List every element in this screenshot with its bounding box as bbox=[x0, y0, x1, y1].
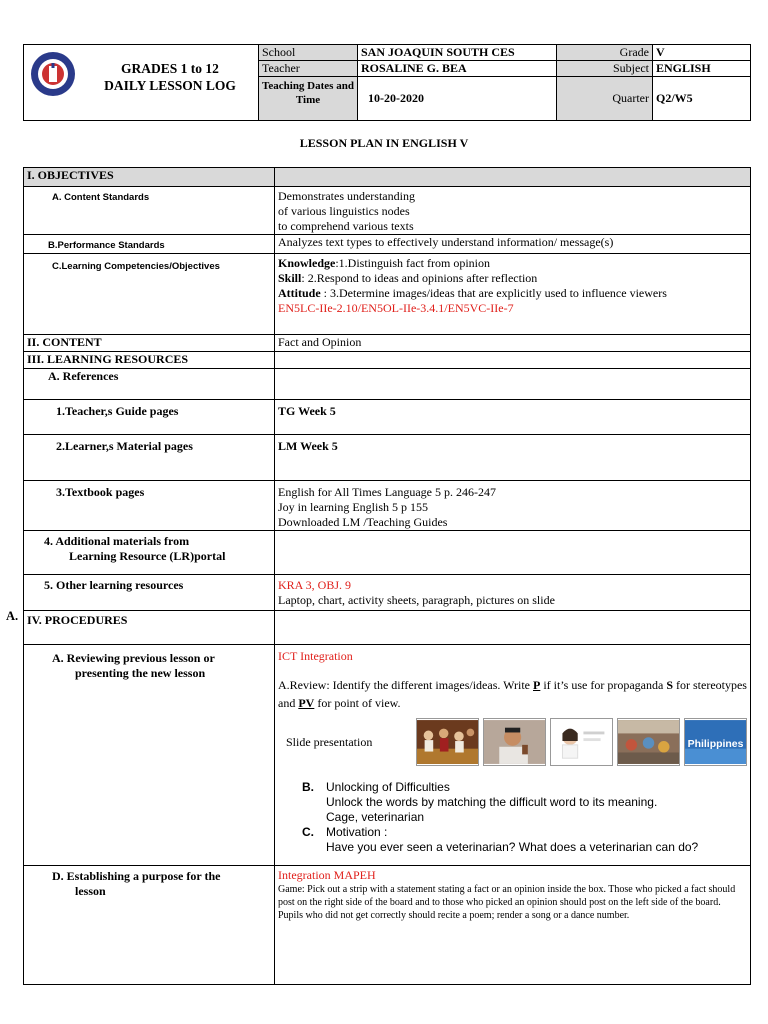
reviewing-label-line-1: A. Reviewing previous lesson or bbox=[52, 651, 215, 665]
school-label: School bbox=[259, 45, 358, 61]
establishing-purpose-line-2: lesson bbox=[75, 884, 106, 898]
content-heading: II. CONTENT bbox=[24, 335, 275, 352]
grade-value: V bbox=[653, 45, 751, 61]
objectives-row bbox=[24, 168, 751, 187]
dates-label: Teaching Dates and Time bbox=[259, 77, 358, 121]
deped-seal-icon bbox=[30, 51, 76, 97]
motivation-marker: C. bbox=[302, 825, 314, 839]
procedures-empty bbox=[275, 611, 751, 645]
references-label: A. References bbox=[24, 369, 275, 400]
unlocking-marker: B. bbox=[302, 780, 314, 794]
quarter-value: Q2/W5 bbox=[653, 77, 751, 121]
unlocking-words: Cage, veterinarian bbox=[326, 810, 425, 824]
slide-label: Slide presentation bbox=[286, 734, 373, 749]
textbook-row bbox=[24, 481, 751, 531]
street-scene-image bbox=[617, 718, 680, 766]
learners-material-label: 2.Learner,s Material pages bbox=[24, 435, 275, 481]
objectives-empty bbox=[275, 168, 751, 187]
reviewing-label-line-2: presenting the new lesson bbox=[75, 666, 206, 680]
reviewing-content bbox=[275, 645, 751, 866]
content-text: Fact and Opinion bbox=[275, 335, 751, 352]
teachers-guide-value: TG Week 5 bbox=[275, 400, 751, 435]
review-instruction: A.Review: Identify the different images/ideas. Write P if it’s use for propaganda S for stereotypes and PV for point of view. bbox=[278, 678, 747, 710]
teachers-guide-label: 1.Teacher,s Guide pages bbox=[24, 400, 275, 435]
content-standards-label: A. Content Standards bbox=[24, 187, 275, 235]
attitude-text: : 3.Determine images/ideas that are explicitly used to influence viewers bbox=[320, 286, 667, 300]
unlocking-title: Unlocking of Difficulties bbox=[326, 780, 450, 794]
mapeh-integration: Integration MAPEH bbox=[278, 868, 376, 882]
philippines-poster-text: Philippines bbox=[687, 738, 744, 750]
people-gathering-image bbox=[416, 718, 479, 766]
knowledge-label: Knowledge bbox=[278, 256, 336, 270]
additional-materials-line-1: 4. Additional materials from bbox=[44, 534, 190, 548]
additional-materials-row bbox=[24, 531, 751, 575]
teachers-guide-row bbox=[24, 400, 751, 435]
resources-empty bbox=[275, 352, 751, 369]
header-table bbox=[23, 44, 751, 121]
slide-presentation bbox=[278, 718, 747, 766]
additional-materials-label bbox=[24, 531, 275, 575]
teacher-value: ROSALINE G. BEA bbox=[358, 61, 557, 77]
textbook-line-3: Downloaded LM /Teaching Guides bbox=[278, 515, 448, 529]
unlocking-text: Unlock the words by matching the difficult word to its meaning. bbox=[326, 795, 658, 809]
procedures-row bbox=[24, 611, 751, 645]
philippines-poster-image bbox=[684, 718, 747, 766]
textbook-value bbox=[275, 481, 751, 531]
learners-material-row bbox=[24, 435, 751, 481]
establishing-purpose-row bbox=[24, 866, 751, 985]
content-standards-line-2: of various linguistics nodes bbox=[278, 204, 410, 218]
learners-material-value: LM Week 5 bbox=[275, 435, 751, 481]
textbook-line-1: English for All Times Language 5 p. 246-247 bbox=[278, 485, 496, 499]
reviewing-label bbox=[24, 645, 275, 866]
establishing-purpose-label bbox=[24, 866, 275, 985]
subject-label: Subject bbox=[557, 61, 653, 77]
procedures-heading: IV. PROCEDURES bbox=[24, 611, 275, 645]
teacher-label: Teacher bbox=[259, 61, 358, 77]
establishing-purpose-content bbox=[275, 866, 751, 985]
quarter-label: Quarter bbox=[557, 77, 653, 121]
skill-label: Skill bbox=[278, 271, 302, 285]
competencies-row bbox=[24, 254, 751, 335]
other-resources-label: 5. Other learning resources bbox=[24, 575, 275, 611]
header-title-cell bbox=[24, 45, 259, 121]
skill-text: : 2.Respond to ideas and opinions after reflection bbox=[301, 271, 538, 285]
procedures-marker: A. bbox=[6, 609, 19, 623]
textbook-label: 3.Textbook pages bbox=[24, 481, 275, 531]
lesson-plan-table bbox=[23, 167, 751, 985]
reviewing-row bbox=[24, 645, 751, 866]
resources-heading: III. LEARNING RESOURCES bbox=[24, 352, 275, 369]
performance-standards-row bbox=[24, 235, 751, 254]
knowledge-text: :1.Distinguish fact from opinion bbox=[335, 256, 490, 270]
man-portrait-image bbox=[483, 718, 546, 766]
competencies-label: C.Learning Competencies/Objectives bbox=[24, 254, 275, 335]
other-resources-value bbox=[275, 575, 751, 611]
content-standards-line-3: to comprehend various texts bbox=[278, 219, 414, 233]
dates-value: 10-20-2020 bbox=[358, 77, 557, 121]
title-line-2: DAILY LESSON LOG bbox=[104, 78, 236, 93]
content-row bbox=[24, 335, 751, 352]
unlocking-difficulties bbox=[278, 780, 747, 855]
motivation-title: Motivation : bbox=[326, 825, 388, 839]
school-value: SAN JOAQUIN SOUTH CES bbox=[358, 45, 557, 61]
woman-ad-image bbox=[550, 718, 613, 766]
references-row bbox=[24, 369, 751, 400]
other-resources-row bbox=[24, 575, 751, 611]
establishing-purpose-line-1: D. Establishing a purpose for the bbox=[52, 869, 221, 883]
motivation-text: Have you ever seen a veterinarian? What does a veterinarian can do? bbox=[326, 840, 699, 854]
title-line-1: GRADES 1 to 12 bbox=[121, 61, 219, 76]
game-text: Game: Pick out a strip with a statement stating a fact or an opinion inside the box. Those who picked a fact should post on the right side of the board and to those who picked an opinion should post on the left side of the board. Pupils who did not get correctly should recite a poem; render a song or a dance number. bbox=[278, 884, 736, 921]
objectives-heading: I. OBJECTIVES bbox=[24, 168, 275, 187]
subject-value: ENGLISH bbox=[653, 61, 751, 77]
content-standards-line-1: Demonstrates understanding bbox=[278, 189, 415, 203]
performance-standards-text: Analyzes text types to effectively understand information/ message(s) bbox=[275, 235, 751, 254]
textbook-line-2: Joy in learning English 5 p 155 bbox=[278, 500, 428, 514]
competency-codes: EN5LC-IIe-2.10/EN5OL-IIe-3.4.1/EN5VC-IIe-7 bbox=[278, 301, 514, 315]
attitude-label: Attitude bbox=[278, 286, 321, 300]
content-standards-text bbox=[275, 187, 751, 235]
references-empty bbox=[275, 369, 751, 400]
grade-label: Grade bbox=[557, 45, 653, 61]
performance-standards-label: B.Performance Standards bbox=[24, 235, 275, 254]
other-resources-text: Laptop, chart, activity sheets, paragraph, pictures on slide bbox=[278, 593, 555, 607]
page-title: LESSON PLAN IN ENGLISH V bbox=[299, 136, 469, 150]
competencies-text bbox=[275, 254, 751, 335]
content-standards-row bbox=[24, 187, 751, 235]
ict-integration: ICT Integration bbox=[278, 649, 353, 663]
additional-materials-empty bbox=[275, 531, 751, 575]
resources-row bbox=[24, 352, 751, 369]
kra-text: KRA 3, OBJ. 9 bbox=[278, 578, 352, 592]
additional-materials-line-2: Learning Resource (LR)portal bbox=[69, 549, 226, 563]
header-title bbox=[90, 60, 250, 94]
